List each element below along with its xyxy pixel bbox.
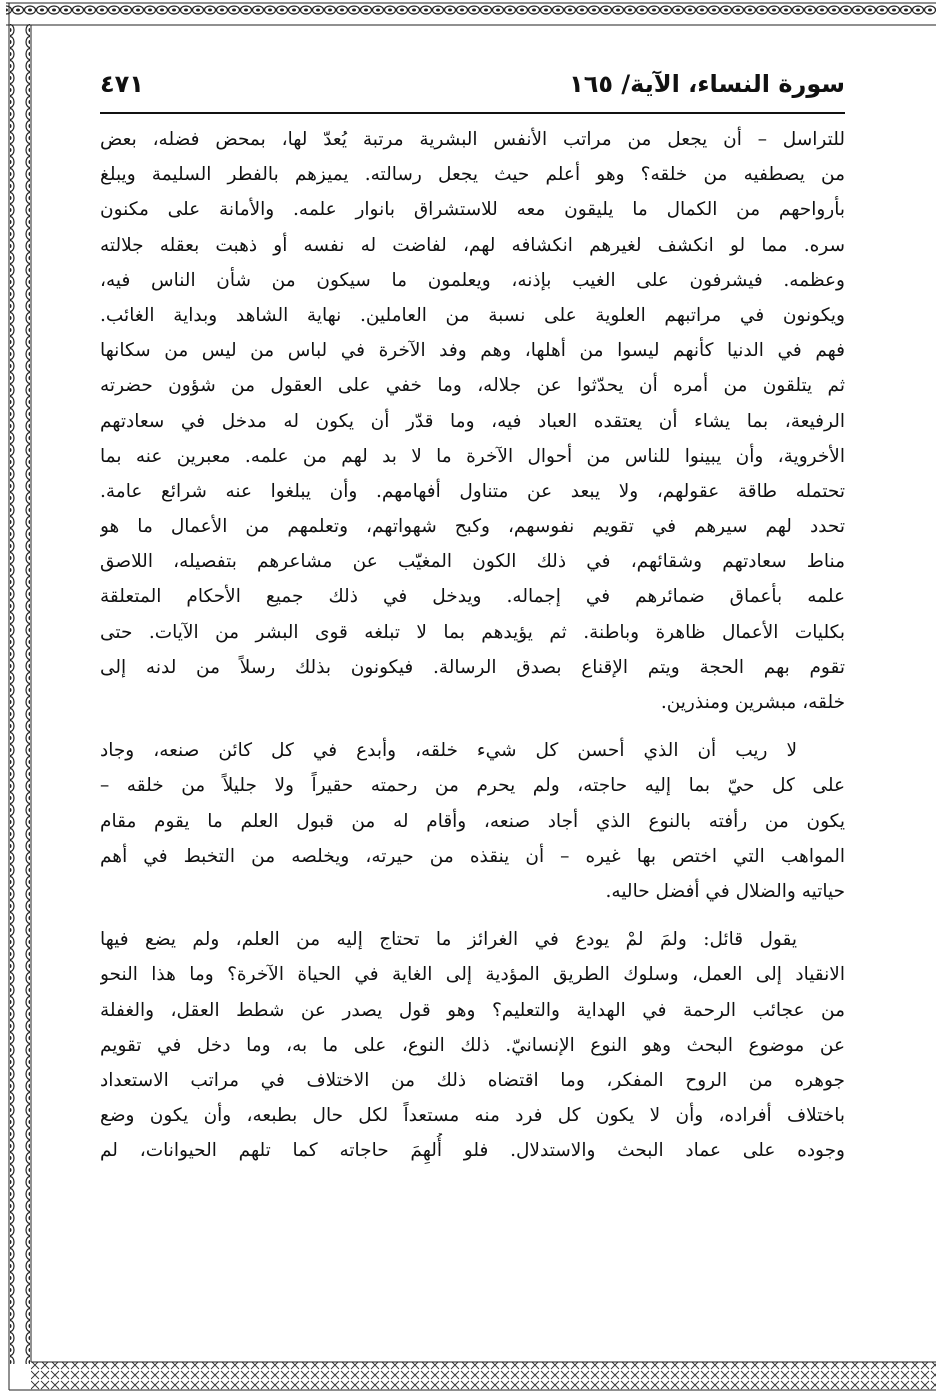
running-header xyxy=(100,68,845,108)
text-line: لا ريب أن الذي أحسن كل شيء خلقه، وأبدع في كل كائن صنعه، وجاد xyxy=(100,740,797,762)
body-text xyxy=(100,122,845,1168)
text-line: تحتمله طاقة عقولهم، ولا يبعد عن متناول أفهامهم. وأن يبلغوا عنه شرائع عامة. xyxy=(100,480,845,502)
text-line: تقوم بهم الحجة ويتم الإقناع بصدق الرسالة. فيكونون بذلك رسلاً من لدنه إلى xyxy=(100,656,845,678)
page-number: ٤٧١ xyxy=(100,70,144,98)
text-line: الرفيعة، بما يشاء أن يعتقده العباد فيه، وما قدّر أن يكون له مدخل في سعادتهم xyxy=(100,410,845,432)
text-line: حياتيه والضلال في أفضل حاليه. xyxy=(605,880,845,902)
paragraph xyxy=(100,122,845,720)
text-line: الانقياد إلى العمل، وسلوك الطريق المؤدية إلى الغاية في الحياة الآخرة؟ وما هذا النحو xyxy=(100,964,845,986)
text-line: بكليات الأعمال ظاهرة وباطنة. ثم يؤيدهم بما لا تبلغه قوى البشر من الآيات. حتى xyxy=(100,621,845,643)
text-line: جوهره من الروح المفكر، وما اقتضاه ذلك من الاختلاف في مراتب الاستعداد xyxy=(100,1069,845,1091)
text-line: من يصطفيه من خلقه؟ وهو أعلم حيث يجعل رسالته. يميزهم بالفطر السليمة ويبلغ xyxy=(100,164,845,186)
text-line: ويكونون في مراتبهم العلوية على نسبة من العاملين. نهاية الشاهد وبداية الغائب. xyxy=(100,304,845,326)
text-line: وجوده على عماد البحث والاستدلال. فلو أُلهِمَ حاجاته كما تلهم الحيوانات، لم xyxy=(100,1140,845,1162)
text-line: يقول قائل: ولمَ لمْ يودع في الغرائز ما تحتاج إليه من العلم، ولم يضع فيها xyxy=(100,929,797,951)
header-divider xyxy=(100,112,845,114)
text-line: للتراسل – أن يجعل من مراتب الأنفس البشرية مرتبة يُعدّ لها، بمحض فضله، بعض xyxy=(100,129,845,150)
text-line: فهم في الدنيا كأنهم ليسوا من أهلها، وهم وفد الآخرة في لباس من ليس من سكانها xyxy=(100,340,845,362)
text-line: على كل حيّ بما إليه حاجته، ولم يحرم من رحمته حقيراً ولا جليلاً من خلقه – xyxy=(100,775,845,797)
surah-ayah-title: سورة النساء، الآية/ ١٦٥ xyxy=(569,70,845,98)
paragraph xyxy=(100,922,845,1168)
text-line: باختلاف أفراده، وأن لا يكون كل فرد منه مستعداً لكل حال بطبعه، وأن يكون وضع xyxy=(100,1105,845,1127)
text-line: خلقه، مبشرين ومنذرين. xyxy=(660,692,845,713)
text-line: ثم يتلقون من أمره أن يحدّثوا عن جلاله، وما خفي على العقول من شؤون حضرته xyxy=(100,375,845,397)
text-line: مناط سعادتهم وشقائهم، في ذلك الكون المغيّب عن مشاعرهم بتفصيله، اللاصق xyxy=(100,551,845,573)
text-line: من عجائب الرحمة في الهداية والتعليم؟ وهو قول يصدر عن شطط العقل، والغفلة xyxy=(100,999,845,1021)
page-content xyxy=(100,60,845,1350)
paragraph xyxy=(100,733,845,909)
text-line: علمه بأعماق ضمائرهم في إجماله. ويدخل في ذلك جميع الأحكام المتعلقة xyxy=(100,586,845,608)
text-line: سره. مما لو انكشف لغيرهم انكشافه لهم، لفاضت له نفسه أو ذهبت بعقله جلالته xyxy=(100,234,845,256)
text-line: عن موضوع البحث وهو النوع الإنسانيّ. ذلك النوع، على ما به، وما دخل في تقويم xyxy=(100,1034,845,1056)
text-line: تحدد لهم سيرهم في تقويم نفوسهم، وكبح شهواتهم، وتعلمهم من الأعمال ما هو xyxy=(100,516,845,538)
text-line: المواهب التي اختص بها غيره – أن ينقذه من حيرته، ويخلصه من التخبط في أهم xyxy=(100,845,845,867)
text-line: بأرواحهم من الكمال ما يليقون معه للاستشراق بانوار علمه. والأمانة على مكنون xyxy=(100,199,845,221)
text-line: الأخروية، وأن يبينوا للناس من أحوال الآخرة ما لا بد لهم من علمه. معبرين عنه بما xyxy=(100,445,845,467)
text-line: وعظمه. فيشرفون على الغيب بإذنه، ويعلمون ما سيكون من شأن الناس فيه، xyxy=(100,269,845,291)
text-line: يكون من رأفته بالنوع الذي أجاد صنعه، وأقام له من قبول العلم ما يقوم مقام xyxy=(100,810,845,832)
